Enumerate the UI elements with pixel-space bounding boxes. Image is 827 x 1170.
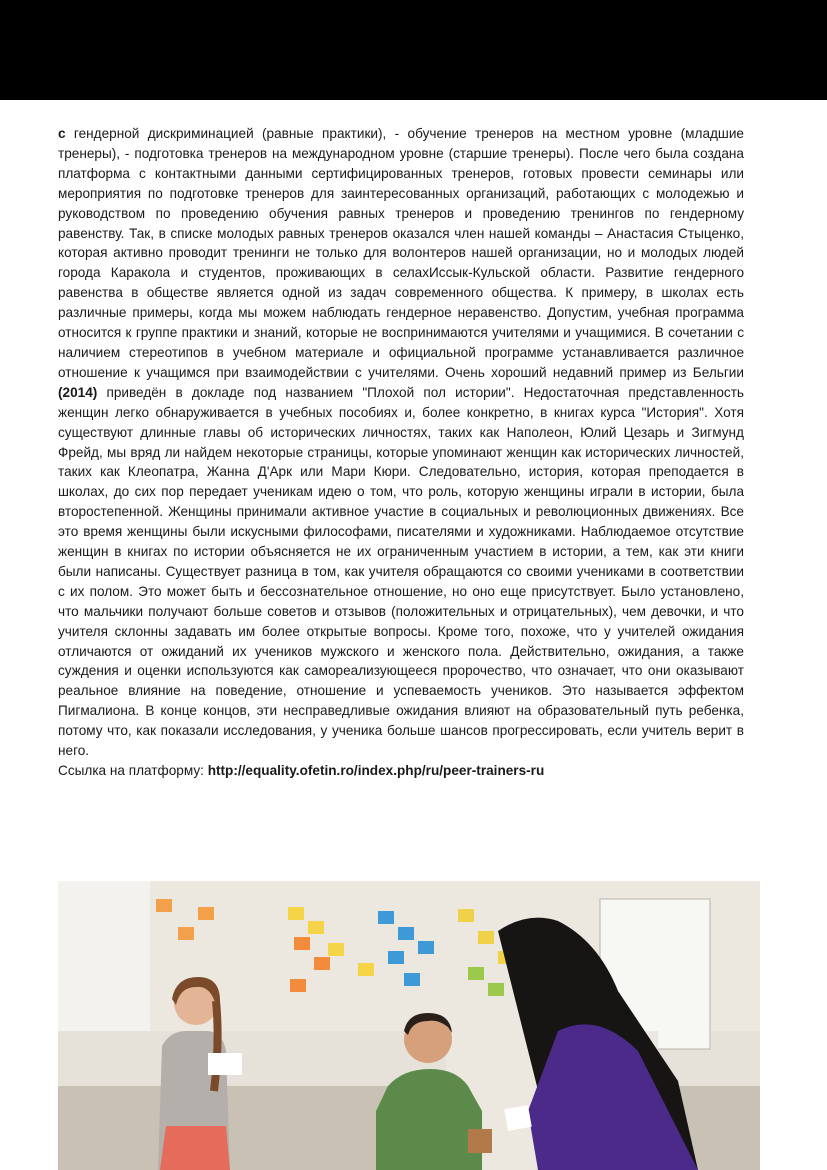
year-highlight: (2014) [58, 384, 98, 400]
paragraph-lead: с [58, 126, 66, 141]
paragraph-rest: приведён в докладе под названием "Плохой пол истории". Недостаточная представленность женщин легко обнаруживается в учебных пособиях и, более конкретно, в книгах курса "История". Хотя существуют длинные главы об исторических личностях, таких как Наполеон, Юлий Цезарь и Зигмунд Фрейд, мы вряд ли найдем некоторые страницы, которые упоминают женщин как исторических личностей, таких как Клеопатра, Жанна Д'Арк или Мари Кюри. Следовательно, история, которая преподается в школах, до сих пор передает ученикам идею о том, что роль, которую женщины играли в истории, была второстепенной. Женщины принимали активное участие в социальных и революционных движениях. Все это время женщины были искусными философами, писателями и художниками. Наблюдаемое отсутствие женщин в книгах по истории объясняется не их ограниченным участием в истории, а тем, как эти книги были написаны. Существует разница в том, как учителя обращаются со своими учениками в соответствии с их полом. Это может быть и бессознательное отношение, но оно еще присутствует. Было установлено, что мальчики получают больше советов и отзывов (положительных и отрицательных), чем девочки, и что учителя склонны задавать им более открытые вопросы. Кроме того, похоже, что у учителей ожидания отличаются от ожиданий их учеников мужского и женского пола. Действительно, ожидания, а также суждения и оценки используются как самореализующееся пророчество, что означает, что они оказывают реальное влияние на поведение, отношение и успеваемость учеников. Это называется эффектом Пигмалиона. В конце концов, эти несправедливые ожидания влияют на образовательный путь ребенка, потому что, как показали исследования, у ученика больше шансов прогрессировать, если учитель верит в него. [58, 384, 744, 759]
link-label: Ссылка на платформу: [58, 763, 208, 778]
article-text [58, 124, 744, 781]
header-bar [0, 0, 827, 100]
platform-link-line [58, 761, 744, 781]
paragraph-body: гендерной дискриминацией (равные практики), - обучение тренеров на местном уровне (младшие тренеры), - подготовка тренеров на международном уровне (старшие тренеры). После чего была создана платформа с контактными данными сертифицированных тренеров, готовых провести семинары или мероприятия по подготовке тренеров для заинтересованных организаций, работающих с молодежью и руководством по проведению обучения равных тренеров и проведению тренингов по гендерному равенству. Так, в списке молодых равных тренеров оказался член нашей команды – Анастасия Стыценко, которая активно проводит тренинги не только для волонтеров нашей организации, но и молодых людей города Каракола и студентов, проживающих в селахИссык-Кульской области. Развитие гендерного равенства в обществе является одной из задач современного общества. К примеру, в школах есть различные примеры, когда мы можем наблюдать гендерное неравенство. Допустим, учебная программа относится к группе практики и знаний, которые не воспринимаются учителями и учащимися. В сочетании с наличием стереотипов в учебном материале и официальной программе устанавливается различное отношение к учащимся при взаимодействии с учителями. Очень хороший недавний пример из Бельгии [58, 126, 744, 380]
training-photo [58, 881, 760, 1170]
platform-link[interactable]: http://equality.ofetin.ro/index.php/ru/peer-trainers-ru [207, 763, 545, 778]
article-paragraph [58, 124, 744, 761]
training-photo-illustration [58, 881, 760, 1170]
